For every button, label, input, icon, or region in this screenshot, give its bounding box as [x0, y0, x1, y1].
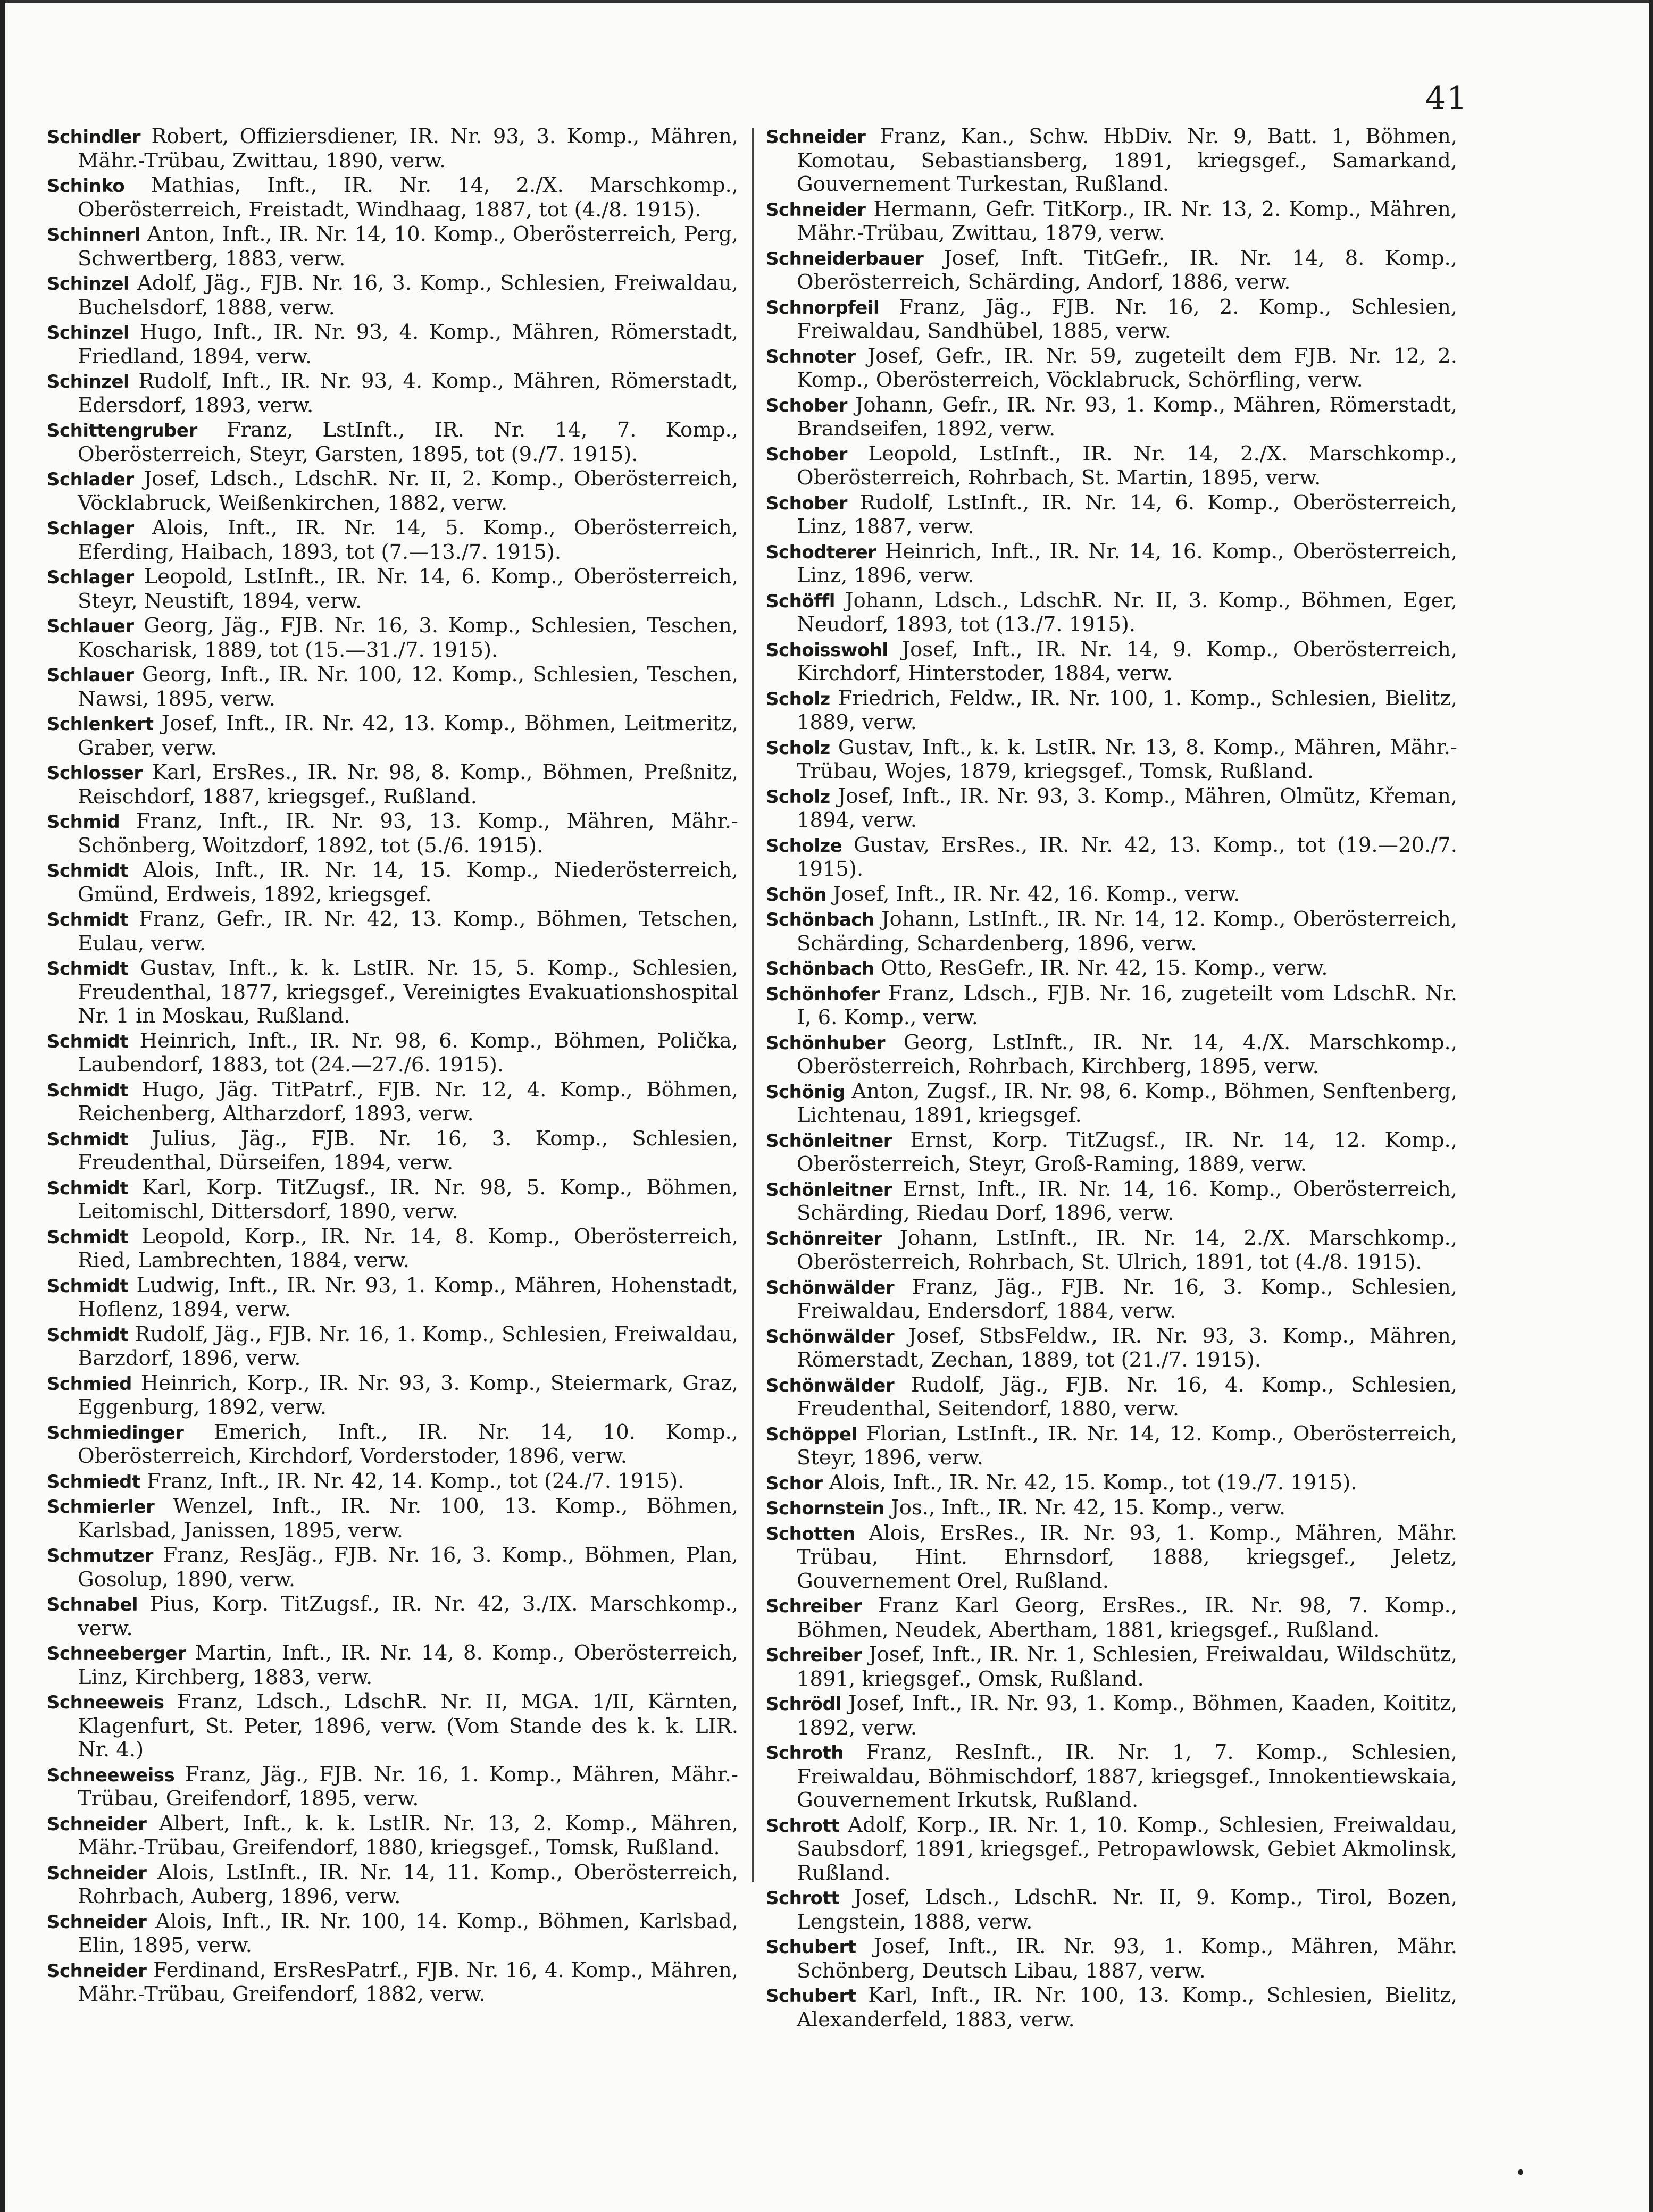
entry-surname: Schittengruber — [47, 420, 197, 441]
entry-details: Karl, ErsRes., IR. Nr. 98, 8. Komp., Böhmen, Preßnitz, Reischdorf, 1887, kriegsgef., Rußland. — [78, 760, 738, 809]
list-entry — [766, 1886, 1457, 1934]
entry-details: Josef, Ldsch., LdschR. Nr. II, 9. Komp., Tirol, Bozen, Lengstein, 1888, verw. — [797, 1886, 1457, 1934]
entry-details: Georg, LstInft., IR. Nr. 14, 4./X. Marschkomp., Oberösterreich, Rohrbach, Kirchberg, 1895, verw. — [797, 1030, 1457, 1078]
entry-details: Franz, Kan., Schw. HbDiv. Nr. 9, Batt. 1, Böhmen, Komotau, Sebastiansberg, 1891, kriegsgef., Samarkand, Gouvernement Turkestan, Rußland. — [797, 125, 1457, 196]
entry-details: Franz, LstInft., IR. Nr. 14, 7. Komp., Oberösterreich, Steyr, Garsten, 1895, tot (9./7. 1915). — [78, 418, 738, 466]
list-entry — [47, 1812, 738, 1860]
entry-surname: Schober — [766, 443, 847, 465]
entry-surname: Schinko — [47, 175, 125, 197]
entry-details: Franz, ResJäg., FJB. Nr. 16, 3. Komp., Böhmen, Plan, Gosolup, 1890, verw. — [78, 1543, 738, 1591]
entry-details: Josef, Ldsch., LdschR. Nr. II, 2. Komp., Oberösterreich, Vöcklabruck, Weißenkirchen, 1882, verw. — [78, 467, 738, 515]
entry-surname: Schmidt — [47, 1275, 129, 1297]
entry-details: Franz, Inft., IR. Nr. 93, 13. Komp., Mähren, Mähr.-Schönberg, Woitzdorf, 1892, tot (5./6. 1915). — [78, 809, 738, 858]
entry-details: Franz, Ldsch., FJB. Nr. 16, zugeteilt vom LdschR. Nr. I, 6. Komp., verw. — [797, 981, 1457, 1029]
list-entry — [766, 247, 1457, 295]
list-entry — [766, 1373, 1457, 1421]
entry-surname: Schlader — [47, 469, 134, 490]
entry-surname: Schrödl — [766, 1694, 841, 1715]
entry-surname: Schneider — [766, 127, 866, 148]
list-entry — [47, 810, 738, 858]
entry-details: Josef, Inft., IR. Nr. 93, 3. Komp., Mähren, Olmütz, Křeman, 1894, verw. — [797, 784, 1457, 832]
entry-surname: Schmidt — [47, 958, 129, 979]
entry-details: Karl, Inft., IR. Nr. 100, 13. Komp., Schlesien, Bielitz, Alexanderfeld, 1883, verw. — [797, 1983, 1457, 2032]
list-entry — [766, 1522, 1457, 1594]
entry-surname: Schnoter — [766, 346, 856, 367]
entry-surname: Schlosser — [47, 763, 143, 784]
list-entry — [47, 125, 738, 173]
entry-details: Heinrich, Korp., IR. Nr. 93, 3. Komp., Steiermark, Graz, Eggenburg, 1892, verw. — [78, 1371, 738, 1419]
list-entry — [47, 1763, 738, 1811]
entry-details: Leopold, LstInft., IR. Nr. 14, 2./X. Marschkomp., Oberösterreich, Rohrbach, St. Martin, 1895, verw. — [797, 441, 1457, 490]
entry-surname: Scholz — [766, 688, 830, 710]
entry-details: Florian, LstInft., IR. Nr. 14, 12. Komp., Oberösterreich, Steyr, 1896, verw. — [797, 1421, 1457, 1470]
list-entry — [47, 1959, 738, 2007]
list-entry — [766, 1496, 1457, 1521]
list-entry — [766, 1692, 1457, 1740]
list-entry — [47, 516, 738, 564]
list-entry — [47, 1690, 738, 1762]
entry-details: Hermann, Gefr. TitKorp., IR. Nr. 13, 2. Komp., Mähren, Mähr.-Trübau, Zwittau, 1879, verw. — [797, 197, 1457, 245]
list-entry — [47, 1323, 738, 1371]
list-entry — [766, 638, 1457, 686]
entry-details: Rudolf, Jäg., FJB. Nr. 16, 4. Komp., Schlesien, Freudenthal, Seitendorf, 1880, verw. — [797, 1372, 1457, 1421]
entry-surname: Schmied — [47, 1373, 132, 1395]
entry-surname: Schmidt — [47, 1079, 129, 1101]
entry-details: Heinrich, Inft., IR. Nr. 14, 16. Komp., Oberösterreich, Linz, 1896, verw. — [797, 539, 1457, 588]
list-entry — [766, 491, 1457, 539]
entry-details: Robert, Offiziersdiener, IR. Nr. 93, 3. Komp., Mähren, Mähr.-Trübau, Zwittau, 1890, verw. — [78, 125, 738, 173]
list-entry — [766, 296, 1457, 343]
list-entry — [766, 589, 1457, 637]
entry-details: Josef, Gefr., IR. Nr. 59, zugeteilt dem FJB. Nr. 12, 2. Komp., Oberösterreich, Vöcklabruck, Schörfling, verw. — [797, 343, 1457, 392]
entry-details: Alois, Inft., IR. Nr. 100, 14. Komp., Böhmen, Karlsbad, Elin, 1895, verw. — [78, 1909, 738, 1957]
entry-details: Hugo, Inft., IR. Nr. 93, 4. Komp., Mähren, Römerstadt, Friedland, 1894, verw. — [78, 320, 738, 368]
list-entry — [766, 1031, 1457, 1079]
entry-surname: Schornstein — [766, 1498, 885, 1519]
entry-surname: Schmidt — [47, 1226, 129, 1248]
list-entry — [47, 1495, 738, 1543]
list-entry — [47, 761, 738, 809]
list-entry — [47, 1078, 738, 1126]
entry-surname: Schmiedt — [47, 1471, 140, 1493]
scan-border-top — [0, 0, 1653, 3]
list-entry — [766, 1080, 1457, 1128]
entry-surname: Schmidt — [47, 1128, 129, 1150]
entry-surname: Schinzel — [47, 371, 130, 392]
entry-details: Adolf, Korp., IR. Nr. 1, 10. Komp., Schlesien, Freiwaldau, Saubsdorf, 1891, kriegsgef., Petropawlowsk, Gebiet Akmolinsk, Rußland. — [797, 1813, 1457, 1885]
ink-speck — [1518, 2169, 1523, 2175]
list-entry — [47, 1421, 738, 1469]
entry-details: Franz, Jäg., FJB. Nr. 16, 3. Komp., Schlesien, Freiwaldau, Endersdorf, 1884, verw. — [797, 1275, 1457, 1323]
entry-details: Josef, StbsFeldw., IR. Nr. 93, 3. Komp., Mähren, Römerstadt, Zechan, 1889, tot (21./7. 1915). — [797, 1323, 1457, 1372]
entry-surname: Schmid — [47, 811, 120, 833]
entry-surname: Schönwälder — [766, 1277, 895, 1298]
entry-surname: Schmierler — [47, 1496, 155, 1518]
entry-surname: Schneider — [47, 1813, 147, 1835]
list-entry — [766, 1129, 1457, 1177]
entry-details: Franz Karl Georg, ErsRes., IR. Nr. 98, 7. Komp., Böhmen, Neudek, Abertham, 1881, kriegsgef., Rußland. — [797, 1594, 1457, 1642]
entry-surname: Schober — [766, 395, 847, 416]
entry-details: Josef, Inft., IR. Nr. 93, 1. Komp., Böhmen, Kaaden, Koititz, 1892, verw. — [797, 1691, 1457, 1740]
list-entry — [766, 1741, 1457, 1813]
entry-surname: Schneider — [766, 199, 866, 221]
entry-details: Franz, Gefr., IR. Nr. 42, 13. Komp., Böhmen, Tetschen, Eulau, verw. — [78, 907, 738, 956]
entry-surname: Schinzel — [47, 322, 130, 343]
list-entry — [47, 565, 738, 613]
list-entry — [47, 859, 738, 907]
entry-surname: Schmidt — [47, 860, 129, 882]
list-entry — [766, 883, 1457, 907]
entry-details: Ernst, Inft., IR. Nr. 14, 16. Komp., Oberösterreich, Schärding, Riedau Dorf, 1896, verw. — [797, 1177, 1457, 1225]
list-entry — [766, 540, 1457, 588]
left-column — [47, 125, 738, 2188]
list-entry — [766, 1325, 1457, 1372]
list-entry — [766, 908, 1457, 956]
list-entry — [766, 1422, 1457, 1470]
entry-details: Josef, Inft., IR. Nr. 42, 16. Komp., verw. — [833, 882, 1240, 906]
entry-details: Ferdinand, ErsResPatrf., FJB. Nr. 16, 4. Komp., Mähren, Mähr.-Trübau, Greifendorf, 1882, verw. — [78, 1958, 738, 2006]
list-entry — [47, 1029, 738, 1077]
entry-surname: Schodterer — [766, 541, 876, 563]
list-entry — [47, 908, 738, 956]
list-entry — [766, 1594, 1457, 1642]
entry-surname: Schneider — [47, 1960, 147, 1982]
entry-surname: Schmidt — [47, 1030, 129, 1052]
entry-surname: Schönleitner — [766, 1130, 892, 1152]
entry-details: Leopold, Korp., IR. Nr. 14, 8. Komp., Oberösterreich, Ried, Lambrechten, 1884, verw. — [78, 1224, 738, 1272]
list-entry — [47, 1593, 738, 1640]
entry-surname: Scholz — [766, 737, 830, 759]
entry-details: Wenzel, Inft., IR. Nr. 100, 13. Komp., Böhmen, Karlsbad, Janissen, 1895, verw. — [78, 1494, 738, 1543]
entry-surname: Schönwälder — [766, 1326, 895, 1347]
entry-surname: Schönwälder — [766, 1375, 895, 1396]
list-entry — [47, 321, 738, 368]
entry-surname: Schlauer — [47, 616, 134, 637]
list-entry — [47, 223, 738, 271]
entry-surname: Schöffl — [766, 590, 835, 612]
list-entry — [766, 785, 1457, 833]
list-entry — [766, 982, 1457, 1030]
entry-details: Rudolf, Jäg., FJB. Nr. 16, 1. Komp., Schlesien, Freiwaldau, Barzdorf, 1896, verw. — [78, 1322, 738, 1370]
list-entry — [47, 1372, 738, 1420]
entry-details: Josef, Inft., IR. Nr. 14, 9. Komp., Oberösterreich, Kirchdorf, Hinterstoder, 1884, verw. — [797, 637, 1457, 685]
entry-surname: Schindler — [47, 127, 141, 148]
entry-surname: Schönleitner — [766, 1179, 892, 1201]
entry-surname: Schober — [766, 492, 847, 514]
entry-surname: Schreiber — [766, 1596, 862, 1617]
entry-details: Georg, Jäg., FJB. Nr. 16, 3. Komp., Schlesien, Teschen, Koscharisk, 1889, tot (15.—31./7. 1915). — [78, 614, 738, 662]
entry-surname: Schroth — [766, 1742, 844, 1764]
list-entry — [47, 1544, 738, 1591]
list-entry — [766, 1276, 1457, 1323]
entry-details: Gustav, Inft., k. k. LstIR. Nr. 15, 5. Komp., Schlesien, Freudenthal, 1877, kriegsgef., Vereinigtes Evakuationshospital Nr. 1 in Moskau, Rußland. — [78, 956, 738, 1028]
entry-details: Johann, Ldsch., LdschR. Nr. II, 3. Komp., Böhmen, Eger, Neudorf, 1893, tot (13./7. 1915). — [797, 588, 1457, 636]
entry-details: Rudolf, Inft., IR. Nr. 93, 4. Komp., Mähren, Römerstadt, Edersdorf, 1893, verw. — [78, 369, 738, 417]
entry-surname: Schönhofer — [766, 983, 880, 1005]
entry-details: Hugo, Jäg. TitPatrf., FJB. Nr. 12, 4. Komp., Böhmen, Reichenberg, Altharzdorf, 1893, verw. — [78, 1077, 738, 1126]
entry-details: Johann, LstInft., IR. Nr. 14, 2./X. Marschkomp., Oberösterreich, Rohrbach, St. Ulrich, 1891, tot (4./8. 1915). — [797, 1226, 1457, 1274]
entry-details: Gustav, ErsRes., IR. Nr. 42, 13. Komp., tot (19.—20./7. 1915). — [797, 833, 1457, 881]
list-entry — [47, 174, 738, 222]
entry-surname: Schlager — [47, 567, 134, 588]
entry-details: Alois, Inft., IR. Nr. 14, 15. Komp., Niederösterreich, Gmünd, Erdweis, 1892, kriegsgef. — [78, 858, 738, 907]
entry-surname: Schneeweis — [47, 1692, 164, 1713]
entry-surname: Schubert — [766, 1985, 856, 2007]
entry-details: Josef, Inft., IR. Nr. 42, 13. Komp., Böhmen, Leitmeritz, Graber, verw. — [78, 711, 738, 760]
entry-details: Franz, Inft., IR. Nr. 42, 14. Komp., tot (24./7. 1915). — [146, 1469, 684, 1493]
list-entry — [766, 736, 1457, 784]
entry-details: Anton, Inft., IR. Nr. 14, 10. Komp., Oberösterreich, Perg, Schwertberg, 1883, verw. — [78, 222, 738, 271]
entry-details: Johann, Gefr., IR. Nr. 93, 1. Komp., Mähren, Römerstadt, Brandseifen, 1892, verw. — [797, 392, 1457, 441]
right-column — [766, 125, 1457, 2188]
list-entry — [47, 1225, 738, 1273]
entry-surname: Schinzel — [47, 273, 130, 295]
list-entry — [766, 393, 1457, 441]
entry-details: Leopold, LstInft., IR. Nr. 14, 6. Komp., Oberösterreich, Steyr, Neustift, 1894, verw. — [78, 565, 738, 613]
entry-surname: Schmiedinger — [47, 1422, 184, 1444]
list-entry — [47, 1127, 738, 1175]
entry-details: Franz, Jäg., FJB. Nr. 16, 1. Komp., Mähren, Mähr.-Trübau, Greifendorf, 1895, verw. — [78, 1762, 738, 1811]
entry-surname: Schönig — [766, 1081, 845, 1103]
list-entry — [47, 1274, 738, 1322]
list-entry — [766, 957, 1457, 981]
entry-surname: Schlenkert — [47, 714, 154, 735]
list-entry — [47, 1641, 738, 1689]
list-entry — [766, 1935, 1457, 1983]
entry-surname: Scholze — [766, 835, 842, 857]
list-entry — [47, 1470, 738, 1494]
entry-surname: Schnabel — [47, 1594, 138, 1615]
entry-details: Josef, Inft. TitGefr., IR. Nr. 14, 8. Komp., Oberösterreich, Schärding, Andorf, 1886, verw. — [797, 246, 1457, 294]
entry-surname: Schneeberger — [47, 1643, 186, 1664]
list-entry — [766, 1471, 1457, 1496]
entry-surname: Schneeweiss — [47, 1764, 175, 1786]
scan-border-right — [1649, 0, 1653, 2212]
list-entry — [766, 1643, 1457, 1691]
entry-surname: Schön — [766, 884, 826, 906]
list-entry — [766, 1814, 1457, 1886]
entry-surname: Schrott — [766, 1815, 839, 1837]
list-entry — [766, 442, 1457, 490]
entry-surname: Schmidt — [47, 1177, 129, 1199]
scan-border-left — [0, 0, 5, 2212]
entry-surname: Schreiber — [766, 1645, 862, 1666]
entry-surname: Schönreiter — [766, 1228, 882, 1250]
entry-surname: Schöppel — [766, 1423, 857, 1445]
entry-details: Franz, ResInft., IR. Nr. 1, 7. Komp., Schlesien, Freiwaldau, Böhmischdorf, 1887, kriegsgef., Innokentiewskaia, Gouvernement Irkutsk, Rußland. — [797, 1740, 1457, 1812]
entry-surname: Schlager — [47, 518, 134, 539]
entry-details: Albert, Inft., k. k. LstIR. Nr. 13, 2. Komp., Mähren, Mähr.-Trübau, Greifendorf, 1880, kriegsgef., Tomsk, Rußland. — [78, 1811, 738, 1859]
entry-details: Jos., Inft., IR. Nr. 42, 15. Komp., verw. — [891, 1496, 1286, 1520]
entry-surname: Schneider — [47, 1862, 147, 1884]
entry-surname: Schinnerl — [47, 224, 140, 246]
entry-surname: Schmutzer — [47, 1545, 153, 1566]
entry-details: Friedrich, Feldw., IR. Nr. 100, 1. Komp., Schlesien, Bielitz, 1889, verw. — [797, 686, 1457, 734]
entry-details: Otto, ResGefr., IR. Nr. 42, 15. Komp., verw. — [880, 956, 1328, 980]
entry-details: Rudolf, LstInft., IR. Nr. 14, 6. Komp., Oberösterreich, Linz, 1887, verw. — [797, 490, 1457, 539]
entry-surname: Schnorpfeil — [766, 297, 880, 319]
entry-details: Gustav, Inft., k. k. LstIR. Nr. 13, 8. Komp., Mähren, Mähr.-Trübau, Wojes, 1879, kriegsgef., Tomsk, Rußland. — [797, 735, 1457, 783]
entry-details: Julius, Jäg., FJB. Nr. 16, 3. Komp., Schlesien, Freudenthal, Dürseifen, 1894, verw. — [78, 1126, 738, 1175]
entry-details: Georg, Inft., IR. Nr. 100, 12. Komp., Schlesien, Teschen, Nawsi, 1895, verw. — [78, 663, 738, 711]
list-entry — [766, 1227, 1457, 1275]
list-entry — [47, 957, 738, 1028]
list-entry — [47, 663, 738, 711]
entry-surname: Schönhuber — [766, 1032, 885, 1054]
list-entry — [766, 125, 1457, 197]
entry-surname: Schor — [766, 1472, 823, 1494]
entry-details: Emerich, Inft., IR. Nr. 14, 10. Komp., Oberösterreich, Kirchdorf, Vorderstoder, 1896, verw. — [78, 1420, 738, 1468]
list-entry — [47, 712, 738, 760]
entry-surname: Schoisswohl — [766, 639, 888, 661]
entry-details: Ludwig, Inft., IR. Nr. 93, 1. Komp., Mähren, Hohenstadt, Hoflenz, 1894, verw. — [78, 1273, 738, 1321]
entry-details: Franz, Ldsch., LdschR. Nr. II, MGA. 1/II, Kärnten, Klagenfurt, St. Peter, 1896, verw. (Vom Stande des k. k. LIR. Nr. 4.) — [78, 1690, 738, 1762]
list-entry — [47, 1861, 738, 1909]
entry-surname: Schönbach — [766, 909, 874, 931]
list-entry — [47, 1910, 738, 1958]
entry-surname: Schneider — [47, 1911, 147, 1933]
entry-details: Ernst, Korp. TitZugsf., IR. Nr. 14, 12. Komp., Oberösterreich, Steyr, Groß-Raming, 1889, verw. — [797, 1128, 1457, 1176]
page-number: 41 — [1425, 80, 1468, 117]
list-entry — [766, 1178, 1457, 1226]
entry-surname: Schrott — [766, 1888, 839, 1909]
list-entry — [766, 687, 1457, 735]
entry-details: Mathias, Inft., IR. Nr. 14, 2./X. Marschkomp., Oberösterreich, Freistadt, Windhaag, 1887, tot (4./8. 1915). — [78, 173, 738, 222]
entry-details: Alois, Inft., IR. Nr. 42, 15. Komp., tot (19./7. 1915). — [829, 1470, 1357, 1495]
entry-details: Anton, Zugsf., IR. Nr. 98, 6. Komp., Böhmen, Senftenberg, Lichtenau, 1891, kriegsgef. — [797, 1079, 1457, 1127]
entry-details: Adolf, Jäg., FJB. Nr. 16, 3. Komp., Schlesien, Freiwaldau, Buchelsdorf, 1888, verw. — [78, 271, 738, 320]
list-entry — [47, 370, 738, 417]
list-entry — [47, 614, 738, 662]
entry-surname: Schmidt — [47, 909, 129, 931]
entry-details: Josef, Inft., IR. Nr. 93, 1. Komp., Mähren, Mähr. Schönberg, Deutsch Libau, 1887, verw. — [797, 1934, 1457, 1983]
entry-surname: Scholz — [766, 786, 830, 808]
entry-surname: Schneiderbauer — [766, 248, 924, 270]
entry-details: Josef, Inft., IR. Nr. 1, Schlesien, Freiwaldau, Wildschütz, 1891, kriegsgef., Omsk, Rußland. — [797, 1643, 1457, 1691]
entry-details: Alois, ErsRes., IR. Nr. 93, 1. Komp., Mähren, Mähr. Trübau, Hint. Ehrnsdorf, 1888, kriegsgef., Jeletz, Gouvernement Orel, Rußland. — [797, 1521, 1457, 1593]
list-entry — [47, 467, 738, 515]
entry-details: Johann, LstInft., IR. Nr. 14, 12. Komp., Oberösterreich, Schärding, Schardenberg, 1896, verw. — [797, 907, 1457, 956]
list-entry — [766, 1984, 1457, 2032]
entry-details: Franz, Jäg., FJB. Nr. 16, 2. Komp., Schlesien, Freiwaldau, Sandhübel, 1885, verw. — [797, 295, 1457, 343]
entry-details: Alois, LstInft., IR. Nr. 14, 11. Komp., Oberösterreich, Rohrbach, Auberg, 1896, verw. — [78, 1860, 738, 1908]
entry-surname: Schmidt — [47, 1324, 129, 1346]
entry-details: Martin, Inft., IR. Nr. 14, 8. Komp., Oberösterreich, Linz, Kirchberg, 1883, verw. — [78, 1641, 738, 1689]
entry-surname: Schlauer — [47, 665, 134, 686]
entry-details: Alois, Inft., IR. Nr. 14, 5. Komp., Oberösterreich, Eferding, Haibach, 1893, tot (7.—13./7. 1915). — [78, 516, 738, 564]
entry-surname: Schönbach — [766, 958, 874, 979]
list-entry — [47, 272, 738, 320]
entry-details: Karl, Korp. TitZugsf., IR. Nr. 98, 5. Komp., Böhmen, Leitomischl, Dittersdorf, 1890, verw. — [78, 1175, 738, 1224]
entry-details: Heinrich, Inft., IR. Nr. 98, 6. Komp., Böhmen, Polička, Laubendorf, 1883, tot (24.—27./6. 1915). — [78, 1028, 738, 1077]
list-entry — [766, 198, 1457, 246]
list-entry — [47, 418, 738, 466]
list-entry — [766, 834, 1457, 882]
column-divider — [752, 128, 754, 1882]
entry-surname: Schubert — [766, 1937, 856, 1958]
entry-details: Pius, Korp. TitZugsf., IR. Nr. 42, 3./IX. Marschkomp., verw. — [78, 1592, 738, 1640]
list-entry — [47, 1176, 738, 1224]
list-entry — [766, 345, 1457, 392]
entry-surname: Schotten — [766, 1523, 855, 1545]
